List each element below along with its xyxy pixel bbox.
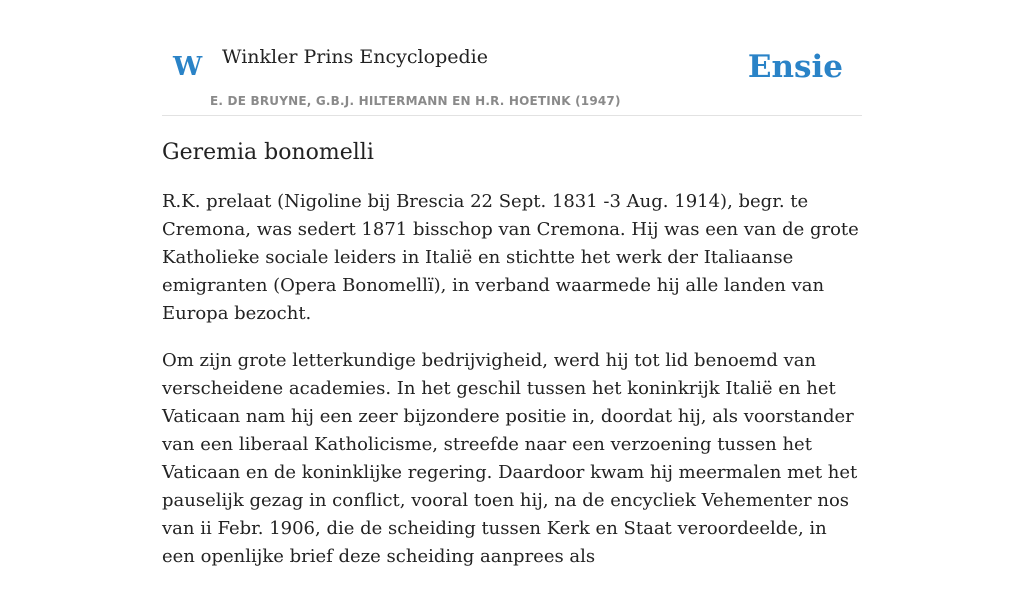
article-title: Geremia bonomelli <box>162 140 374 165</box>
article <box>162 138 862 590</box>
article-paragraph: R.K. prelaat (Nigoline bij Brescia 22 Sept. 1831 -3 Aug. 1914), begr. te Cremona, was sedert 1871 bisschop van Cremona. Hij was een van de grote Katholieke sociale leiders in Italië en stichtte het werk der Italiaanse emigranten (Opera Bonomellï), in verband waarmede hij alle landen van Europa bezocht. <box>162 190 859 324</box>
source-authors: E. DE BRUYNE, G.B.J. HILTERMANN EN H.R. HOETINK (1947) <box>210 94 621 108</box>
article-paragraph: Om zijn grote letterkundige bedrijvigheid, werd hij tot lid benoemd van verscheidene academies. In het geschil tussen het koninkrijk Italië en het Vaticaan nam hij een zeer bijzondere positie in, doordat hij, als voorstander van een liberaal Katholicisme, streefde naar een verzoening tussen het Vaticaan en de koninklijke regering. Daardoor kwam hij meermalen met het pauselijk gezag in conflict, vooral toen hij, na de encycliek Vehementer nos van ii Febr. 1906, die de scheiding tussen Kerk en Staat veroordeelde, in een openlijke brief deze scheiding aanprees als <box>162 349 858 567</box>
ensie-logo[interactable]: Ensie <box>747 49 843 85</box>
source-title[interactable]: Winkler Prins Encyclopedie <box>222 46 488 68</box>
winkler-prins-logo[interactable]: W <box>173 52 203 82</box>
source-header <box>162 0 862 116</box>
